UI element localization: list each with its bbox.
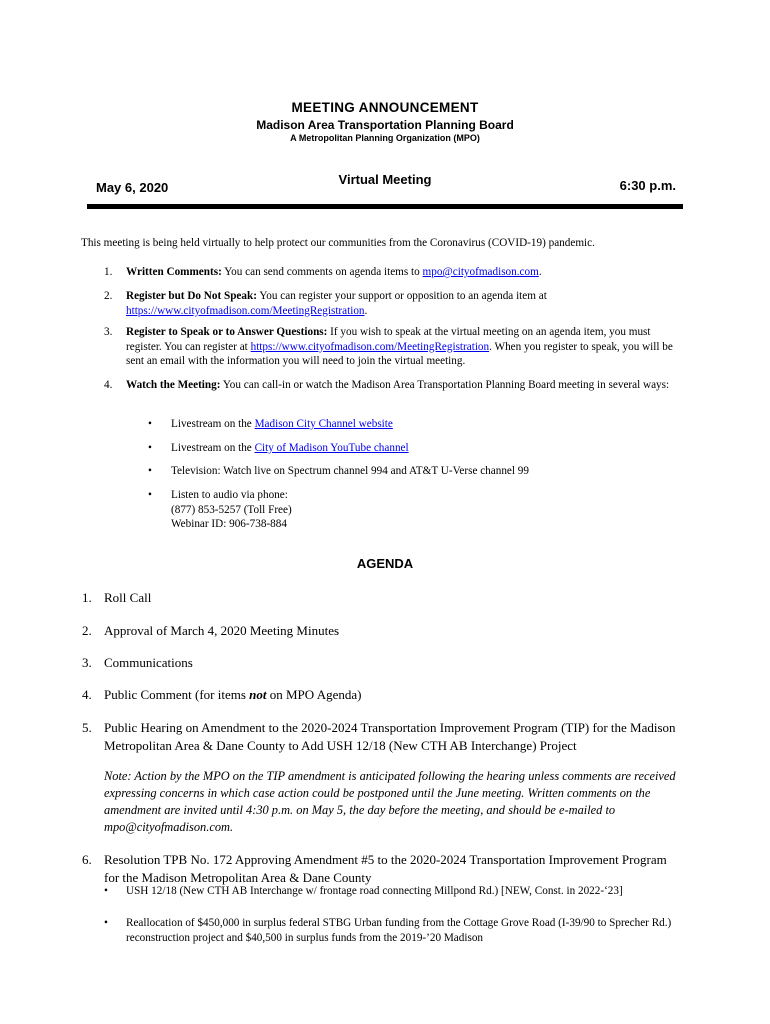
meeting-date: May 6, 2020 xyxy=(96,180,169,195)
bullet-icon: • xyxy=(104,917,108,929)
instruction-text-end: . xyxy=(364,304,368,317)
agenda-item xyxy=(82,719,682,754)
agenda-number: 2. xyxy=(82,623,92,638)
agenda-heading: AGENDA xyxy=(356,556,414,571)
instruction-item-register-to-speak xyxy=(104,325,679,369)
webinar-id: Webinar ID: 906-738-884 xyxy=(171,518,287,531)
instruction-text: You can register your support or opposition to an agenda item at xyxy=(256,290,547,302)
instruction-heading: Register but Do Not Speak: xyxy=(126,290,257,302)
agenda-item xyxy=(82,622,682,640)
agenda-text: Resolution TPB No. 172 Approving Amendment #5 to the 2020-2024 Transportation Improvement Program for the Madison Metropolitan Area & Dane County xyxy=(104,852,667,885)
agenda-item xyxy=(82,589,682,607)
agenda-item xyxy=(82,851,682,886)
watch-option-television xyxy=(148,464,529,479)
bullet-icon: • xyxy=(104,885,108,897)
board-name: Madison Area Transportation Planning Board xyxy=(256,118,514,132)
instruction-number: 2. xyxy=(104,290,113,302)
agenda-text: Roll Call xyxy=(104,590,152,605)
instruction-item-register xyxy=(104,289,679,318)
agenda-emphasis: not xyxy=(249,687,267,702)
resolution-subitem xyxy=(104,884,679,899)
agenda-text: Public Hearing on Amendment to the 2020-2024 Transportation Improvement Program (TIP) for the Madison Metropolitan Area & Dane County to Add USH 12/18 (New CTH AB Interchange) Project xyxy=(104,720,676,753)
meeting-type: Virtual Meeting xyxy=(338,172,432,187)
registration-link[interactable]: https://www.cityofmadison.com/MeetingRegistration xyxy=(126,304,365,317)
agenda-text: Approval of March 4, 2020 Meeting Minutes xyxy=(104,623,340,638)
city-channel-link[interactable]: Madison City Channel website xyxy=(254,418,393,430)
instruction-heading: Register to Speak or to Answer Questions: xyxy=(126,326,328,338)
instruction-heading: Watch the Meeting: xyxy=(126,379,221,391)
watch-option-youtube xyxy=(148,441,409,456)
email-link[interactable]: mpo@cityofmadison.com xyxy=(422,266,539,278)
registration-link[interactable]: https://www.cityofmadison.com/MeetingRegistration xyxy=(250,340,490,353)
subitem-text: USH 12/18 (New CTH AB Interchange w/ frontage road connecting Millpond Rd.) [NEW, Const. in 2022-‘23] xyxy=(126,885,623,897)
instruction-text: You can call-in or watch the Madison Area Transportation Planning Board meeting in several ways: xyxy=(220,379,670,391)
watch-option-text: Television: Watch live on Spectrum channel 994 and AT&T U-Verse channel 99 xyxy=(171,465,529,477)
watch-option-phone xyxy=(148,488,292,532)
youtube-channel-link[interactable]: City of Madison YouTube channel xyxy=(254,442,409,454)
instruction-text-end: . When you register to speak, you will be sent an email with the information you will need to join the virtual meeting. xyxy=(126,340,673,368)
agenda-number: 3. xyxy=(82,655,92,670)
announcement-title: MEETING ANNOUNCEMENT xyxy=(291,100,479,115)
phone-heading: Listen to audio via phone: xyxy=(171,489,288,501)
instruction-item-written-comments xyxy=(104,265,679,280)
agenda-text: Communications xyxy=(104,655,193,670)
watch-option-text: Livestream on the xyxy=(171,418,255,430)
watch-option-city-channel xyxy=(148,417,393,432)
watch-option-text: Livestream on the xyxy=(171,442,255,454)
agenda-item xyxy=(82,654,682,672)
bullet-icon: • xyxy=(148,442,152,454)
subitem-text: Reallocation of $450,000 in surplus federal STBG Urban funding from the Cottage Grove Road (I-39/90 to Sprecher Rd.) reconstruction project and $40,500 in surplus funds from the 2019-’20 Madison xyxy=(126,917,672,944)
agenda-item xyxy=(82,686,682,704)
instruction-number: 4. xyxy=(104,379,113,391)
bullet-icon: • xyxy=(148,418,152,430)
agenda-number: 4. xyxy=(82,687,92,702)
resolution-subitem xyxy=(104,916,679,945)
intro-text: This meeting is being held virtually to help protect our communities from the Coronavirus (COVID-19) pandemic. xyxy=(81,237,595,249)
instruction-number: 1. xyxy=(104,266,113,278)
instruction-text: You can send comments on agenda items to xyxy=(221,266,423,278)
header-divider xyxy=(87,204,683,209)
bullet-icon: • xyxy=(148,465,152,477)
instruction-text-end: . xyxy=(538,266,542,278)
agenda-number: 6. xyxy=(82,852,92,867)
agenda-text-end: on MPO Agenda) xyxy=(266,687,362,702)
meeting-time: 6:30 p.m. xyxy=(619,178,676,193)
agenda-text: Public Comment (for items xyxy=(104,687,250,702)
bullet-icon: • xyxy=(148,489,152,501)
instruction-text: If you wish to speak at the virtual meeting on an agenda item, you must register. You can register at xyxy=(126,326,651,353)
org-subtitle: A Metropolitan Planning Organization (MPO) xyxy=(290,133,480,143)
hearing-note: Note: Action by the MPO on the TIP amendment is anticipated following the hearing unless comments are received expressing concerns in which case action could be postponed until the June meeting. Written comments on the amendment are invited until 4:30 p.m. on May 5, the day before the meeting, and should be e-mailed to mpo@cityofmadison.com. xyxy=(104,769,676,834)
instruction-heading: Written Comments: xyxy=(126,266,222,278)
instruction-item-watch xyxy=(104,378,679,393)
agenda-number: 5. xyxy=(82,720,92,735)
agenda-number: 1. xyxy=(82,590,92,605)
instruction-number: 3. xyxy=(104,326,113,338)
phone-number: (877) 853-5257 (Toll Free) xyxy=(171,503,292,516)
